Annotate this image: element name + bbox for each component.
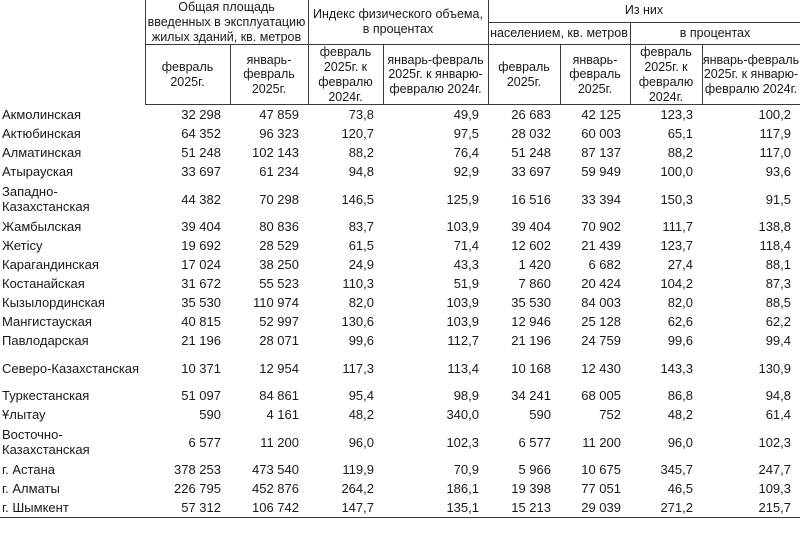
- row-value-cell: 12 430: [581, 360, 621, 376]
- row-value-cell: 61 234: [259, 164, 299, 180]
- row-value-cell: 88,1: [765, 257, 792, 273]
- row-value-cell: 12 602: [511, 238, 551, 254]
- row-value-cell: 247,7: [758, 462, 792, 478]
- row-value-cell: 130,6: [341, 314, 374, 330]
- row-value-cell: 113,4: [447, 360, 479, 376]
- row-value-cell: 7 860: [518, 276, 551, 292]
- row-value-cell: 21 196: [181, 333, 221, 349]
- row-value-cell: 28 529: [259, 238, 299, 254]
- row-value-cell: 97,5: [453, 126, 479, 142]
- row-value-cell: 87 137: [581, 145, 621, 161]
- row-value-cell: 110 974: [252, 295, 299, 311]
- row-value-cell: 16 516: [511, 191, 551, 207]
- row-value-cell: 117,0: [759, 145, 792, 161]
- row-value-cell: 48,2: [348, 407, 374, 423]
- row-value-cell: 11 200: [582, 434, 621, 450]
- row-value-cell: 64 352: [181, 126, 221, 142]
- row-value-cell: 590: [529, 407, 551, 423]
- row-value-cell: 33 394: [581, 191, 621, 207]
- row-value-cell: 51,9: [453, 276, 479, 292]
- row-value-cell: 32 298: [181, 107, 221, 123]
- row-value-cell: 28 071: [259, 333, 299, 349]
- row-value-cell: 125,9: [446, 191, 479, 207]
- row-value-cell: 102,3: [758, 434, 792, 450]
- row-value-cell: 61,5: [348, 238, 374, 254]
- table-row: [0, 386, 800, 405]
- row-region-label: Северо-Казахстанская: [2, 360, 140, 376]
- row-value-cell: 71,4: [453, 238, 479, 254]
- row-value-cell: 19 398: [511, 481, 551, 497]
- row-value-cell: 10 675: [581, 462, 621, 478]
- row-value-cell: 92,9: [453, 164, 479, 180]
- table-row: [0, 424, 800, 460]
- row-value-cell: 70 298: [259, 191, 299, 207]
- row-value-cell: 57 312: [145, 498, 230, 518]
- row-value-cell: 123,3: [660, 107, 693, 123]
- row-value-cell: 226 795: [174, 481, 221, 497]
- row-value-cell: 51 248: [511, 145, 551, 161]
- row-value-cell: 43,3: [453, 257, 479, 273]
- row-value-cell: 147,7: [308, 498, 383, 518]
- row-value-cell: 51 248: [181, 145, 221, 161]
- row-value-cell: 6 682: [588, 257, 621, 273]
- table-row: [0, 255, 800, 274]
- table-row: [0, 181, 800, 217]
- table-row: [0, 479, 800, 498]
- table-row: [0, 217, 800, 236]
- row-value-cell: 82,0: [667, 295, 693, 311]
- row-value-cell: 100,0: [660, 164, 693, 180]
- table-row: [0, 143, 800, 162]
- row-value-cell: 96,0: [667, 434, 693, 450]
- row-value-cell: 135,1: [383, 498, 488, 518]
- row-value-cell: 24,9: [348, 257, 374, 273]
- row-value-cell: 143,3: [660, 360, 693, 376]
- row-region-label: Карагандинская: [2, 257, 99, 273]
- row-region-label: Павлодарская: [2, 333, 89, 349]
- row-value-cell: 68 005: [581, 388, 621, 404]
- row-value-cell: 98,9: [453, 388, 479, 404]
- row-value-cell: 340,0: [446, 407, 479, 423]
- row-value-cell: 82,0: [348, 295, 374, 311]
- header-col-feb-2025-area: февраль 2025г.: [145, 45, 230, 105]
- row-value-cell: 27,4: [667, 257, 693, 273]
- row-value-cell: 65,1: [667, 126, 693, 142]
- table-body: [0, 105, 800, 518]
- row-value-cell: 10 168: [511, 360, 551, 376]
- row-value-cell: 99,4: [765, 333, 792, 349]
- row-value-cell: 6 577: [518, 434, 551, 450]
- row-value-cell: 24 759: [581, 333, 621, 349]
- row-value-cell: 70 902: [581, 219, 621, 235]
- header-row-groups-top: [0, 0, 800, 22]
- row-value-cell: 752: [599, 407, 621, 423]
- header-group-percent: в процентах: [630, 22, 800, 45]
- row-value-cell: 264,2: [341, 481, 374, 497]
- row-value-cell: 1 420: [518, 257, 551, 273]
- row-region-label: г. Астана: [2, 462, 55, 478]
- row-value-cell: 111,7: [662, 219, 693, 235]
- header-group-total-area: Общая площадь введенных в эксплуатацию жилых зданий, кв. метров: [145, 0, 308, 45]
- row-value-cell: 123,7: [660, 238, 693, 254]
- row-value-cell: 42 125: [581, 107, 621, 123]
- row-value-cell: 59 949: [581, 164, 621, 180]
- row-region-label: Ұлытау: [2, 407, 46, 423]
- row-value-cell: 46,5: [667, 481, 693, 497]
- row-region-label: Кызылординская: [2, 295, 105, 311]
- row-value-cell: 61,4: [765, 407, 792, 423]
- row-value-cell: 5 966: [518, 462, 551, 478]
- row-value-cell: 106 742: [230, 498, 308, 518]
- row-region-label: г. Алматы: [2, 481, 60, 497]
- row-value-cell: 378 253: [174, 462, 221, 478]
- row-value-cell: 130,9: [758, 360, 792, 376]
- table-row: [0, 312, 800, 331]
- row-value-cell: 88,5: [765, 295, 792, 311]
- table-row: [0, 293, 800, 312]
- table-row: [0, 105, 800, 125]
- row-value-cell: 93,6: [765, 164, 792, 180]
- row-value-cell: 94,8: [348, 164, 374, 180]
- row-value-cell: 21 196: [511, 333, 551, 349]
- header-col-feb-to-feb-percent: февраль 2025г. к февралю 2024г.: [630, 45, 702, 105]
- row-value-cell: 52 997: [259, 314, 299, 330]
- row-value-cell: 112,7: [447, 333, 479, 349]
- row-value-cell: 99,6: [667, 333, 693, 349]
- row-region-label: Костанайская: [2, 276, 85, 292]
- row-value-cell: 6 577: [188, 434, 221, 450]
- header-col-janfeb-to-janfeb-index: январь-февраль 2025г. к январю-февралю 2024г.: [383, 45, 488, 105]
- row-value-cell: 117,3: [342, 360, 374, 376]
- row-value-cell: 102 143: [252, 145, 299, 161]
- header-col-feb-to-feb-index: февраль 2025г. к февралю 2024г.: [308, 45, 383, 105]
- row-value-cell: 452 876: [252, 481, 299, 497]
- row-region-label: Акмолинская: [2, 106, 82, 122]
- row-value-cell: 91,5: [765, 191, 792, 207]
- table-row: [0, 350, 800, 386]
- row-value-cell: 19 692: [181, 238, 221, 254]
- row-value-cell: 96 323: [259, 126, 299, 142]
- table-row: [0, 405, 800, 424]
- row-value-cell: 87,3: [765, 276, 792, 292]
- header-col-feb-2025-population: февраль 2025г.: [488, 45, 560, 105]
- header-group-of-which: Из них: [488, 0, 800, 22]
- row-value-cell: 11 200: [260, 434, 299, 450]
- row-value-cell: 34 241: [511, 388, 551, 404]
- row-value-cell: 38 250: [259, 257, 299, 273]
- row-value-cell: 10 371: [181, 360, 221, 376]
- row-value-cell: 590: [199, 407, 221, 423]
- row-value-cell: 12 946: [511, 314, 551, 330]
- row-region-label: г. Шымкент: [0, 498, 145, 518]
- row-value-cell: 39 404: [511, 219, 551, 235]
- table-row: [0, 124, 800, 143]
- table-header: [0, 0, 800, 105]
- row-value-cell: 33 697: [181, 164, 221, 180]
- row-value-cell: 12 954: [259, 360, 299, 376]
- row-value-cell: 48,2: [667, 407, 693, 423]
- row-value-cell: 86,8: [667, 388, 693, 404]
- table-row: [0, 162, 800, 181]
- row-region-label: Жамбылская: [2, 219, 82, 235]
- row-value-cell: 17 024: [181, 257, 221, 273]
- row-region-label: Жетісу: [2, 238, 43, 254]
- row-value-cell: 99,6: [348, 333, 374, 349]
- row-value-cell: 62,6: [667, 314, 693, 330]
- table-row: [0, 498, 800, 518]
- row-value-cell: 150,3: [660, 191, 693, 207]
- header-col-janfeb-to-janfeb-percent: январь-февраль 2025г. к январю-февралю 2024г.: [702, 45, 800, 105]
- row-value-cell: 25 128: [581, 314, 621, 330]
- row-region-label: Атырауская: [2, 164, 74, 180]
- row-value-cell: 84 003: [581, 295, 621, 311]
- row-value-cell: 94,8: [765, 388, 792, 404]
- row-value-cell: 84 861: [259, 388, 299, 404]
- header-col-janfeb-2025-population: январь-февраль 2025г.: [560, 45, 630, 105]
- row-value-cell: 138,8: [758, 219, 792, 235]
- row-value-cell: 21 439: [581, 238, 621, 254]
- row-region-label: Алматинская: [2, 145, 82, 161]
- row-value-cell: 40 815: [181, 314, 221, 330]
- row-value-cell: 20 424: [581, 276, 621, 292]
- table-row: [0, 331, 800, 350]
- row-value-cell: 88,2: [348, 145, 374, 161]
- table-row: [0, 460, 800, 479]
- row-value-cell: 55 523: [259, 276, 299, 292]
- row-value-cell: 103,9: [446, 295, 479, 311]
- row-value-cell: 119,9: [342, 462, 374, 478]
- row-value-cell: 118,4: [759, 238, 792, 254]
- row-value-cell: 473 540: [252, 462, 299, 478]
- table-row: [0, 274, 800, 293]
- row-value-cell: 146,5: [341, 191, 374, 207]
- row-value-cell: 62,2: [765, 314, 792, 330]
- row-region-label: Мангистауская: [2, 314, 92, 330]
- row-value-cell: 83,7: [348, 219, 374, 235]
- row-region-label: Актюбинская: [2, 126, 81, 142]
- row-value-cell: 73,8: [348, 107, 374, 123]
- row-region-label: Восточно-Казахстанская: [2, 426, 90, 458]
- row-value-cell: 51 097: [181, 388, 221, 404]
- row-value-cell: 120,7: [341, 126, 374, 142]
- row-value-cell: 103,9: [446, 219, 479, 235]
- table-row: [0, 236, 800, 255]
- row-value-cell: 271,2: [630, 498, 702, 518]
- header-group-volume-index: Индекс физического объема, в процентах: [308, 0, 488, 45]
- header-group-population: населением, кв. метров: [488, 22, 630, 45]
- row-value-cell: 33 697: [511, 164, 551, 180]
- header-col-janfeb-2025-area: январь-февраль 2025г.: [230, 45, 308, 105]
- row-value-cell: 31 672: [181, 276, 221, 292]
- row-value-cell: 102,3: [446, 434, 479, 450]
- row-value-cell: 95,4: [348, 388, 374, 404]
- header-corner-blank: [0, 0, 145, 105]
- row-value-cell: 47 859: [259, 107, 299, 123]
- row-value-cell: 104,2: [660, 276, 693, 292]
- row-value-cell: 96,0: [348, 434, 374, 450]
- row-value-cell: 88,2: [667, 145, 693, 161]
- row-value-cell: 215,7: [702, 498, 800, 518]
- row-region-label: Западно-Казахстанская: [2, 183, 90, 215]
- row-value-cell: 26 683: [511, 107, 551, 123]
- row-value-cell: 60 003: [581, 126, 621, 142]
- row-value-cell: 186,1: [446, 481, 479, 497]
- row-value-cell: 117,9: [759, 126, 792, 142]
- row-value-cell: 28 032: [511, 126, 551, 142]
- row-value-cell: 35 530: [181, 295, 221, 311]
- row-value-cell: 109,3: [758, 481, 792, 497]
- row-value-cell: 44 382: [181, 191, 221, 207]
- row-value-cell: 35 530: [511, 295, 551, 311]
- row-value-cell: 103,9: [446, 314, 479, 330]
- row-value-cell: 100,2: [758, 107, 792, 123]
- row-value-cell: 29 039: [560, 498, 630, 518]
- row-value-cell: 80 836: [259, 219, 299, 235]
- row-value-cell: 345,7: [660, 462, 693, 478]
- row-value-cell: 15 213: [488, 498, 560, 518]
- row-value-cell: 77 051: [581, 481, 621, 497]
- row-region-label: Туркестанская: [2, 388, 90, 404]
- row-value-cell: 49,9: [453, 107, 479, 123]
- row-value-cell: 76,4: [453, 145, 479, 161]
- row-value-cell: 4 161: [266, 407, 299, 423]
- row-value-cell: 39 404: [181, 219, 221, 235]
- row-value-cell: 110,3: [342, 276, 374, 292]
- row-value-cell: 70,9: [453, 462, 479, 478]
